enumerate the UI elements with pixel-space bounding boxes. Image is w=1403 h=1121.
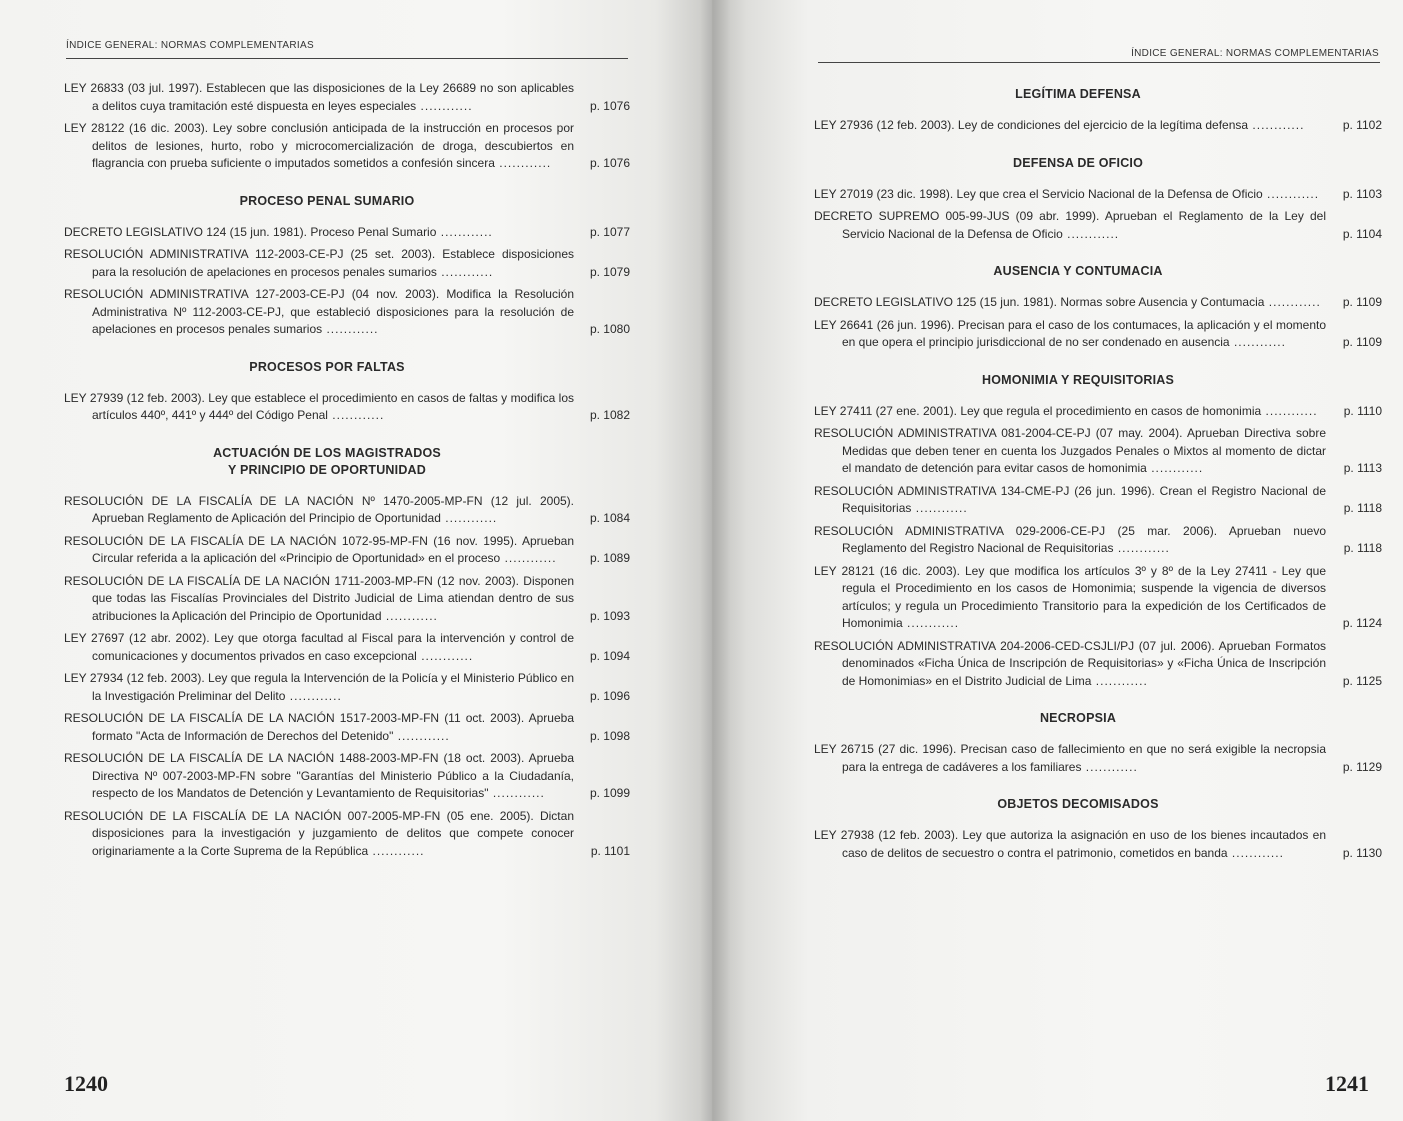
page-number: 1240	[64, 1071, 108, 1096]
section-title: NECROPSIA	[1039, 711, 1117, 725]
leader-dots: ............	[902, 616, 960, 630]
index-entry	[814, 563, 1382, 633]
page-reference: p. 1089	[589, 551, 630, 565]
entry-text: RESOLUCIÓN ADMINISTRATIVA 081-2004-CE-PJ (07 may. 2004). Aprueban Directiva sobre Medidas que deben tener en cuenta los Juzgados Penales o Mixtos al momento de dictar el mandato de detención para evitar casos de homonimia	[814, 426, 1326, 475]
page-reference: p. 1079	[589, 264, 630, 279]
index-content	[814, 84, 1382, 867]
page-reference: p. 1118	[1343, 541, 1382, 555]
header-rule	[818, 62, 1380, 63]
leader-dots: ............	[327, 408, 385, 422]
index-entry	[64, 630, 630, 665]
entry-text: LEY 27697 (12 abr. 2002). Ley que otorga facultad al Fiscal para la intervención y control de comunicaciones y documentos privados en caso excepcional	[64, 631, 574, 663]
entry-text: RESOLUCIÓN ADMINISTRATIVA 112-2003-CE-PJ (25 set. 2003). Establece disposiciones para la resolución de apelaciones en procesos penales sumarios	[64, 247, 574, 279]
leader-dots: ............	[1227, 845, 1284, 860]
leader-dots: ............	[1261, 403, 1318, 418]
index-entry	[64, 750, 630, 803]
section-title: HOMONIMIA Y REQUISITORIAS	[981, 372, 1175, 387]
page-reference: p. 1098	[589, 728, 630, 743]
index-entry	[64, 80, 630, 115]
entry-text: LEY 27411 (27 ene. 2001). Ley que regula el procedimiento en casos de homonimia	[814, 403, 1262, 418]
page-reference: p. 1118	[1343, 501, 1382, 515]
entry-text: LEY 26715 (27 dic. 1996). Precisan caso de fallecimiento en que no será exigible la necropsia para la entrega de cadáveres a los familiares	[814, 742, 1326, 774]
page-reference: p. 1124	[1342, 616, 1382, 630]
page-reference: p. 1094	[589, 648, 630, 663]
section-title: LEGÍTIMA DEFENSA	[1015, 87, 1141, 101]
leader-dots: ............	[1113, 541, 1170, 555]
right-page	[712, 0, 1403, 1121]
entry-text: LEY 27938 (12 feb. 2003). Ley que autoriza la asignación en uso de los bienes incautados en caso de delitos de secuestro o contra el patrimonio, cometidos en banda	[814, 828, 1326, 860]
page-reference: p. 1109	[1342, 335, 1382, 349]
entry-text: LEY 27936 (12 feb. 2003). Ley de condiciones del ejercicio de la legítima defensa	[814, 118, 1249, 132]
leader-dots: ............	[911, 501, 968, 515]
leader-dots: ............	[285, 688, 342, 703]
index-entry	[64, 224, 630, 242]
index-entry	[64, 493, 630, 528]
index-entry	[814, 827, 1382, 862]
page-reference: p. 1082	[589, 408, 630, 422]
page-reference: p. 1102	[1342, 118, 1382, 132]
index-entry	[814, 425, 1382, 478]
entry-text: LEY 28122 (16 dic. 2003). Ley sobre conclusión anticipada de la instrucción en procesos por delitos de lesiones, hurto, robo y microcomercialización de droga, descubiertos en flagrancia con prueba suficiente o imputados sometidos a confesión sincera	[64, 121, 574, 170]
leader-dots: ............	[1262, 186, 1320, 201]
entry-text: RESOLUCIÓN ADMINISTRATIVA 204-2006-CED-CSJLI/PJ (07 jul. 2006). Aprueban Formatos denominados «Ficha Única de Inscripción de Requisitorias» y «Ficha Única de Inscripción de Homonimias» en el Distrito Judicial de Lima	[814, 638, 1326, 688]
page-reference: p. 1093	[589, 608, 630, 623]
index-entry	[814, 117, 1382, 135]
leader-dots: ............	[436, 224, 493, 239]
page-reference: p. 1104	[1342, 226, 1382, 241]
leader-dots: ............	[1091, 673, 1148, 688]
entry-text: DECRETO LEGISLATIVO 125 (15 jun. 1981). Normas sobre Ausencia y Contumacia	[814, 295, 1265, 309]
index-entry	[814, 317, 1382, 352]
index-entry	[814, 186, 1382, 204]
section-title: ACTUACIÓN DE LOS MAGISTRADOS Y PRINCIPIO DE OPORTUNIDAD	[213, 445, 441, 477]
entry-text: RESOLUCIÓN ADMINISTRATIVA 134-CME-PJ (26 jun. 1996). Crean el Registro Nacional de Requisitorias	[814, 483, 1326, 515]
entry-text: LEY 27934 (12 feb. 2003). Ley que regula la Intervención de la Policía y el Ministerio Público en la Investigación Preliminar del Delito	[64, 671, 574, 703]
index-entry	[64, 533, 630, 568]
page-reference: p. 1110	[1343, 403, 1382, 418]
leader-dots: ............	[1248, 118, 1305, 132]
index-entry	[64, 390, 630, 425]
entry-text: LEY 26641 (26 jun. 1996). Precisan para el caso de los contumaces, la aplicación y el momento en que opera el principio jurisdiccional de no ser condenado en ausencia	[814, 317, 1326, 349]
index-entry	[814, 208, 1382, 243]
page-reference: p. 1130	[1342, 845, 1382, 860]
entry-text: RESOLUCIÓN DE LA FISCALÍA DE LA NACIÓN 1072-95-MP-FN (16 nov. 1995). Aprueban Circular referida a la aplicación del «Principio de Oportunidad» en el proceso	[64, 533, 574, 565]
index-entry	[64, 670, 630, 705]
leader-dots: ............	[488, 786, 545, 800]
section-title: AUSENCIA Y CONTUMACIA	[993, 264, 1163, 278]
entry-text: RESOLUCIÓN DE LA FISCALÍA DE LA NACIÓN 1711-2003-MP-FN (12 nov. 2003). Disponen que todas las Fiscalías Provinciales del Distrito Judicial de Lima atiendan dentro de sus atribuciones la Aplicación del Principio de Oportunidad	[64, 573, 574, 623]
page-reference: p. 1076	[589, 156, 630, 170]
page-reference: p. 1080	[589, 322, 630, 336]
page-reference: p. 1077	[589, 224, 630, 239]
entry-text: RESOLUCIÓN DE LA FISCALÍA DE LA NACIÓN 007-2005-MP-FN (05 ene. 2005). Dictan disposiciones para la investigación y juzgamiento de delitos que compete conocer originariamente a la Corte Suprema de la República	[64, 808, 574, 858]
index-entry	[64, 573, 630, 626]
entry-text: RESOLUCIÓN ADMINISTRATIVA 029-2006-CE-PJ (25 mar. 2006). Aprueban nuevo Reglamento del Registro Nacional de Requisitorias	[814, 523, 1326, 555]
index-entry	[814, 403, 1382, 421]
index-entry	[814, 294, 1382, 312]
page-reference: p. 1103	[1342, 186, 1382, 201]
entry-text: LEY 26833 (03 jul. 1997). Establecen que las disposiciones de la Ley 26689 no son aplicables a delitos cuya tramitación esté dispuesta en leyes especiales	[64, 81, 574, 113]
leader-dots: ............	[500, 551, 557, 565]
section-title: OBJETOS DECOMISADOS	[997, 797, 1159, 811]
entry-text: LEY 28121 (16 dic. 2003). Ley que modifica los artículos 3º y 8º de la Ley 27411 - Ley que regula el Procedimiento en los casos de Homonimia; suspende la vigencia de diversos artículos; y regula un Procedimiento Transitorio para la expedición de los Certificados de Homonimia	[814, 563, 1326, 630]
index-entry	[64, 286, 630, 339]
leader-dots: ............	[393, 728, 450, 743]
page-reference: p. 1109	[1342, 295, 1382, 309]
index-entry	[814, 638, 1382, 691]
entry-text: RESOLUCIÓN DE LA FISCALÍA DE LA NACIÓN 1517-2003-MP-FN (11 oct. 2003). Aprueba formato "Acta de Información de Derechos del Detenido"	[64, 711, 574, 743]
entry-text: RESOLUCIÓN DE LA FISCALÍA DE LA NACIÓN 1488-2003-MP-FN (18 oct. 2003). Aprueba Directiva Nº 007-2003-MP-FN sobre "Garantías del Ministerio Público a la Ciudadanía, respecto de los Mandatos de Detención y Levantamiento de Requisitorias"	[64, 751, 574, 800]
entry-text: LEY 27939 (12 feb. 2003). Ley que establece el procedimiento en casos de faltas y modifica los artículos 440º, 441º y 444º del Código Penal	[64, 390, 574, 422]
index-entry	[64, 120, 630, 173]
page-reference: p. 1084	[589, 511, 630, 525]
header-rule	[66, 58, 628, 59]
index-entry	[814, 523, 1382, 558]
entry-text: LEY 27019 (23 dic. 1998). Ley que crea el Servicio Nacional de la Defensa de Oficio	[814, 186, 1263, 201]
page-reference: p. 1113	[1343, 461, 1382, 475]
leader-dots: ............	[416, 648, 474, 663]
index-entry	[64, 710, 630, 745]
leader-dots: ............	[1062, 226, 1120, 241]
running-head: ÍNDICE GENERAL: NORMAS COMPLEMENTARIAS	[1131, 48, 1379, 59]
page-reference: p. 1125	[1342, 673, 1382, 688]
index-entry	[814, 741, 1382, 776]
index-entry	[64, 246, 630, 281]
page-reference: p. 1101	[590, 843, 630, 858]
page-reference: p. 1096	[589, 688, 630, 703]
leader-dots: ............	[416, 98, 473, 113]
leader-dots: ............	[1264, 295, 1321, 309]
entry-text: RESOLUCIÓN DE LA FISCALÍA DE LA NACIÓN Nº 1470-2005-MP-FN (12 jul. 2005). Aprueban Reglamento de Aplicación del Principio de Oportunidad	[64, 493, 574, 525]
leader-dots: ............	[1081, 759, 1138, 774]
leader-dots: ............	[1146, 461, 1204, 475]
index-entry	[814, 483, 1382, 518]
index-entry	[64, 808, 630, 861]
leader-dots: ............	[494, 156, 552, 170]
entry-text: DECRETO LEGISLATIVO 124 (15 jun. 1981). Proceso Penal Sumario	[64, 224, 437, 239]
section-title: DEFENSA DE OFICIO	[1012, 155, 1144, 170]
leader-dots: ............	[322, 322, 379, 336]
section-title: PROCESOS POR FALTAS	[249, 359, 405, 374]
entry-text: DECRETO SUPREMO 005-99-JUS (09 abr. 1999). Aprueban el Reglamento de la Ley del Servicio Nacional de la Defensa de Oficio	[814, 209, 1326, 241]
running-head: ÍNDICE GENERAL: NORMAS COMPLEMENTARIAS	[66, 40, 314, 51]
index-content	[64, 80, 630, 865]
page-number: 1241	[1325, 1071, 1369, 1096]
leader-dots: ............	[1229, 335, 1286, 349]
page-reference: p. 1099	[589, 786, 630, 800]
entry-text: RESOLUCIÓN ADMINISTRATIVA 127-2003-CE-PJ (04 nov. 2003). Modifica la Resolución Administrativa Nº 112-2003-CE-PJ, que estableció disposiciones para la resolución de apelaciones en procesos penales sumarios	[64, 287, 574, 336]
page-reference: p. 1076	[589, 98, 630, 113]
leader-dots: ............	[436, 264, 494, 279]
leader-dots: ............	[440, 511, 498, 525]
page-reference: p. 1129	[1342, 759, 1382, 774]
leader-dots: ............	[368, 843, 425, 858]
section-title: PROCESO PENAL SUMARIO	[239, 193, 415, 208]
leader-dots: ............	[381, 608, 438, 623]
